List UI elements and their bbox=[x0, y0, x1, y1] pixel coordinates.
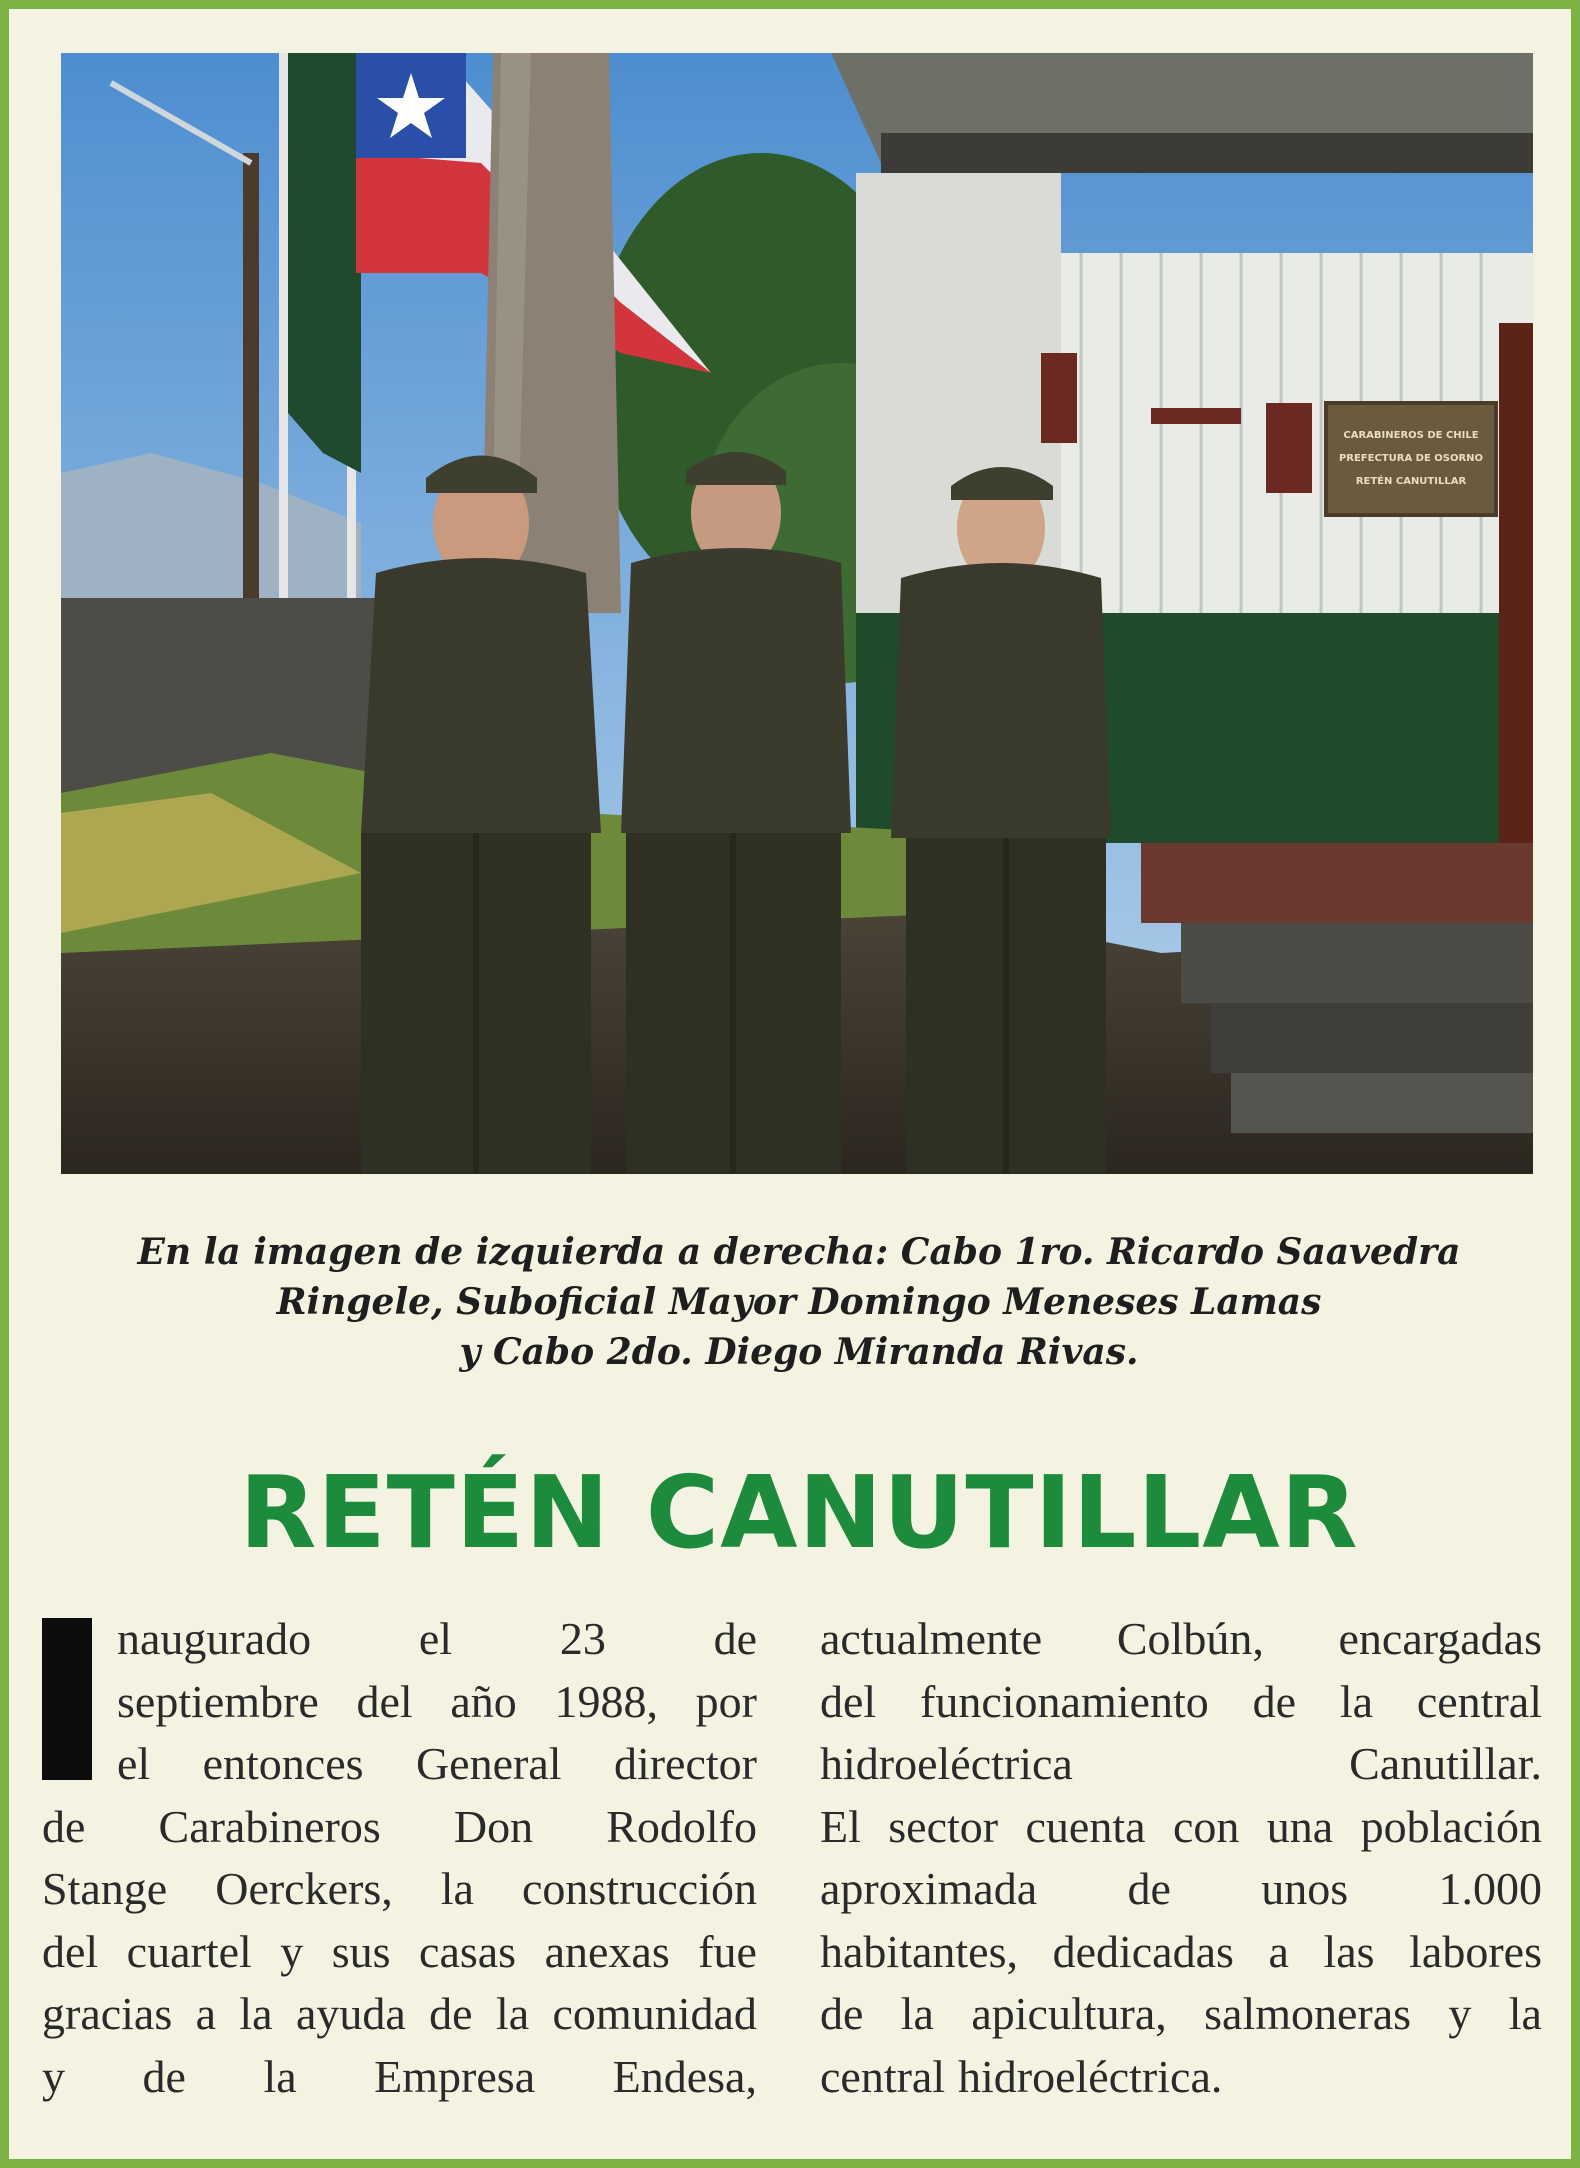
body-word: la bbox=[440, 1863, 474, 1914]
body-word: Stange bbox=[42, 1863, 168, 1914]
body-word: dedicadas bbox=[1052, 1925, 1234, 1977]
body-word: General bbox=[415, 1738, 562, 1789]
officer-right bbox=[891, 467, 1111, 1174]
body-word: central bbox=[820, 2050, 946, 2102]
body-word: septiembre bbox=[117, 1675, 319, 1727]
body-word: de bbox=[713, 1613, 757, 1664]
body-word: Empresa bbox=[374, 2050, 536, 2102]
body-word: funcionamiento bbox=[920, 1675, 1209, 1727]
body-text-line bbox=[820, 1733, 1542, 1796]
body-word: las bbox=[1323, 1925, 1375, 1977]
body-text-line bbox=[42, 1921, 757, 1984]
body-word: la bbox=[239, 1988, 273, 2039]
caption-line: Ringele, Suboficial Mayor Domingo Meneses Lamas bbox=[276, 1281, 1322, 1323]
body-word: 23 bbox=[559, 1613, 606, 1664]
body-word: salmoneras bbox=[1204, 1988, 1412, 2039]
body-word: entonces bbox=[202, 1738, 364, 1789]
body-word: sus bbox=[331, 1925, 391, 1977]
body-text-line bbox=[42, 1858, 757, 1921]
photo-caption bbox=[69, 1227, 1529, 1377]
body-word: el bbox=[418, 1613, 453, 1664]
body-word: Oerckers, bbox=[215, 1863, 393, 1914]
body-word: hidroeléctrica bbox=[820, 1738, 1073, 1789]
caption-line: En la imagen de izquierda a derecha: Cabo 1ro. Ricardo Saavedra bbox=[137, 1231, 1461, 1273]
officer-center bbox=[621, 452, 851, 1174]
body-word: del bbox=[356, 1675, 413, 1727]
body-word: central bbox=[1416, 1675, 1542, 1727]
body-word: Endesa, bbox=[612, 2050, 757, 2102]
carabineros-flag bbox=[288, 53, 361, 473]
body-word: Don bbox=[453, 1800, 534, 1852]
body-column-left bbox=[42, 1608, 757, 2108]
body-text-line bbox=[42, 1983, 757, 2046]
body-word: comunidad bbox=[552, 1988, 757, 2039]
body-word: ayuda bbox=[295, 1988, 406, 2039]
body-word: Colbún, bbox=[1116, 1613, 1264, 1664]
body-word: casas bbox=[419, 1925, 517, 1977]
body-text-line bbox=[820, 1796, 1542, 1859]
body-word: Rodolfo bbox=[606, 1800, 757, 1852]
body-text-line bbox=[42, 1733, 757, 1796]
body-text-line bbox=[820, 1671, 1542, 1734]
body-word: del bbox=[42, 1925, 99, 1977]
building-sign-line: CARABINEROS DE CHILE bbox=[1343, 430, 1479, 441]
body-text-line bbox=[820, 2046, 1542, 2109]
body-word: actualmente bbox=[820, 1613, 1043, 1664]
body-word: unos bbox=[1261, 1863, 1349, 1914]
caption-line: y Cabo 2do. Diego Miranda Rivas. bbox=[459, 1331, 1139, 1373]
body-word: la bbox=[263, 2050, 297, 2102]
body-word: director bbox=[613, 1738, 757, 1789]
building-sign-line: RETÉN CANUTILLAR bbox=[1355, 476, 1467, 487]
body-word: fue bbox=[698, 1925, 757, 1977]
body-word: una bbox=[1266, 1800, 1334, 1852]
body-word: hidroeléctrica. bbox=[958, 2050, 1223, 2102]
body-word: y bbox=[1448, 1988, 1472, 2039]
body-word: y bbox=[42, 2050, 65, 2102]
body-text-line bbox=[820, 1921, 1542, 1984]
body-word: el bbox=[117, 1738, 151, 1789]
body-word: 1988, bbox=[554, 1675, 658, 1727]
article-headline: RETÉN CANUTILLAR bbox=[239, 1454, 1359, 1571]
body-word: cuartel bbox=[126, 1925, 252, 1977]
body-word: de bbox=[429, 1988, 473, 2039]
body-text-line bbox=[42, 2046, 757, 2109]
photo-carabineros-reten bbox=[61, 53, 1533, 1174]
body-text-line bbox=[42, 1796, 757, 1859]
body-word: del bbox=[820, 1675, 877, 1727]
body-word: población bbox=[1360, 1800, 1542, 1852]
body-word: gracias bbox=[42, 1988, 173, 2039]
body-word: de bbox=[42, 1800, 86, 1852]
body-word: la bbox=[495, 1988, 530, 2039]
body-text-line bbox=[820, 1608, 1542, 1671]
building-sign bbox=[1326, 403, 1496, 515]
utility-pole bbox=[243, 153, 259, 613]
body-word: habitantes, bbox=[820, 1925, 1018, 1977]
body-word: a bbox=[195, 1988, 217, 2039]
body-word: con bbox=[1172, 1800, 1240, 1852]
photo-illustration bbox=[61, 53, 1533, 1174]
body-word: naugurado bbox=[117, 1613, 312, 1664]
body-word: Carabineros bbox=[158, 1800, 381, 1852]
body-word: El bbox=[820, 1800, 861, 1852]
body-word: apicultura, bbox=[971, 1988, 1167, 2039]
body-word: año bbox=[450, 1675, 517, 1727]
body-word: anexas bbox=[544, 1925, 670, 1977]
body-word: sector bbox=[888, 1800, 999, 1852]
body-text-line bbox=[820, 1983, 1542, 2046]
body-word: por bbox=[695, 1675, 757, 1727]
body-text-line bbox=[820, 1858, 1542, 1921]
body-word: la bbox=[1339, 1675, 1374, 1727]
body-word: aproximada bbox=[820, 1863, 1038, 1914]
body-word: de bbox=[142, 2050, 186, 2102]
body-text-line bbox=[42, 1608, 757, 1671]
body-word: de bbox=[1252, 1675, 1296, 1727]
body-word: la bbox=[1508, 1988, 1542, 2039]
body-word: y bbox=[280, 1925, 304, 1977]
body-word: construcción bbox=[521, 1863, 757, 1914]
body-column-right bbox=[820, 1608, 1542, 2108]
building-sign-line: PREFECTURA DE OSORNO bbox=[1338, 453, 1484, 464]
body-word: 1.000 bbox=[1438, 1863, 1542, 1914]
body-word: Canutillar. bbox=[1349, 1738, 1542, 1789]
body-word: de bbox=[820, 1988, 864, 2039]
body-word: de bbox=[1127, 1863, 1171, 1914]
body-word: la bbox=[900, 1988, 934, 2039]
body-text-line bbox=[42, 1671, 757, 1734]
body-word: a bbox=[1268, 1925, 1289, 1977]
body-word: cuenta bbox=[1025, 1800, 1146, 1852]
body-word: encargadas bbox=[1338, 1613, 1542, 1664]
body-word: labores bbox=[1409, 1925, 1542, 1977]
